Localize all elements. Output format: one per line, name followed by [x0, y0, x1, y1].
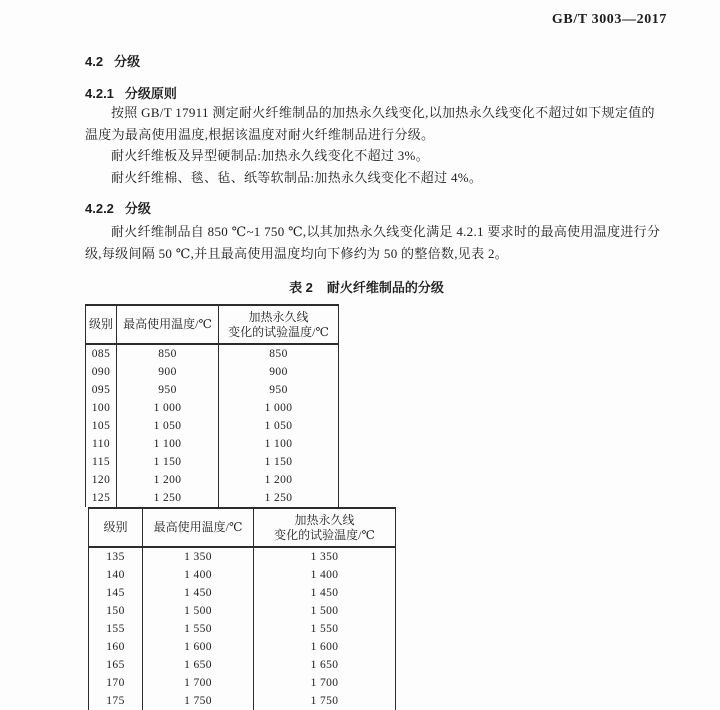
table-cell: 1 350: [143, 547, 254, 566]
table-cell: 140: [106, 569, 125, 581]
table-cell: 1 600: [254, 638, 396, 656]
table-cell: 110: [91, 438, 111, 450]
table-cell: 100: [91, 402, 111, 414]
standard-number: GB/T 3003—2017: [551, 12, 667, 27]
table-caption: [85, 277, 648, 296]
clause-title: 分级: [124, 201, 151, 216]
table-row: [86, 399, 339, 417]
table-cell: 085: [91, 348, 111, 360]
paragraph-4-2-2: [85, 221, 661, 264]
table-cell: 105: [91, 420, 111, 432]
table-cell: 850: [117, 344, 219, 363]
table-cell: 1 100: [219, 435, 339, 453]
column-header-max-temp: 最高使用温度/℃: [143, 508, 254, 547]
table-row: [86, 417, 339, 435]
header-line: 变化的试验温度/℃: [274, 527, 375, 542]
table-cell: 1 650: [254, 656, 396, 674]
table-caption-label: 表 2: [289, 280, 313, 295]
table-cell: 125: [91, 492, 111, 504]
paragraph-line: 耐火纤维棉、毯、毡、纸等软制品:加热永久线变化不超过 4%。: [111, 169, 483, 185]
table-body-left: [86, 344, 339, 507]
table-row: [89, 674, 396, 692]
paragraph-line: 级,每级间隔 50 ℃,并且最高使用温度均向下修约为 50 的整倍数,见表 2。: [85, 245, 509, 261]
table-body-right: [89, 547, 396, 710]
table-row: [86, 489, 339, 507]
table-cell: 1 000: [219, 399, 339, 417]
table-cell: 1 550: [143, 620, 254, 638]
classification-table-right: [88, 507, 396, 710]
table-row: [89, 602, 396, 620]
table-cell: 095: [91, 384, 111, 396]
paragraph-line: 耐火纤维板及异型硬制品:加热永久线变化不超过 3%。: [111, 148, 429, 163]
table-cell: 900: [117, 363, 219, 381]
table-cell: 1 150: [117, 453, 219, 471]
table-cell: 1 650: [143, 656, 254, 674]
clause-title: 分级原则: [124, 86, 177, 101]
paragraph-line: 按照 GB/T 17911 测定耐火纤维制品的加热永久线变化,以加热永久线变化不超过如下规定值的: [111, 105, 655, 120]
clause-number: 4.2: [85, 54, 104, 69]
classification-table-left: [85, 304, 339, 507]
table-cell: 1 450: [143, 584, 254, 602]
table-row: [89, 584, 396, 602]
table-cell: 1 250: [219, 489, 339, 507]
table-cell: 950: [219, 381, 339, 399]
table-header-row: [86, 305, 339, 344]
table-row: [89, 692, 396, 710]
table-cell: 900: [219, 363, 339, 381]
table-cell: 1 100: [117, 435, 219, 453]
column-header-test-temp: [219, 305, 339, 344]
table-cell: 175: [106, 695, 125, 707]
heading-4-2-2: [85, 198, 151, 217]
column-header-grade: 级别: [89, 508, 143, 547]
table-cell: 1 750: [143, 692, 254, 710]
table-cell: 1 200: [219, 471, 339, 489]
table-row: [86, 344, 339, 363]
table-row: [89, 638, 396, 656]
table-row: [89, 620, 396, 638]
table-cell: 1 750: [254, 692, 396, 710]
column-header-grade: 级别: [86, 305, 117, 344]
heading-4-2: [85, 51, 140, 70]
table-cell: 1 000: [117, 399, 219, 417]
column-header-max-temp: 最高使用温度/℃: [117, 305, 219, 344]
header-line: 变化的试验温度/℃: [228, 324, 329, 339]
table-cell: 165: [106, 659, 125, 671]
table-cell: 1 450: [254, 584, 396, 602]
table-cell: 120: [91, 474, 111, 486]
table-cell: 150: [106, 605, 125, 617]
table-caption-title: 耐火纤维制品的分级: [326, 280, 444, 295]
table-cell: 170: [106, 677, 125, 689]
table-row: [89, 566, 396, 584]
table-cell: 115: [91, 456, 111, 468]
table-cell: 1 700: [143, 674, 254, 692]
table-cell: 1 500: [143, 602, 254, 620]
header-line: 加热永久线: [294, 512, 355, 527]
table-cell: 145: [106, 587, 125, 599]
table-cell: 1 200: [117, 471, 219, 489]
column-header-test-temp: [254, 508, 396, 547]
header-line: 加热永久线: [248, 309, 309, 324]
clause-title: 分级: [114, 54, 141, 69]
table-row: [86, 381, 339, 399]
table-cell: 1 600: [143, 638, 254, 656]
table-row: [86, 471, 339, 489]
table-cell: 1 250: [117, 489, 219, 507]
heading-4-2-1: [85, 83, 177, 102]
table-row: [89, 656, 396, 674]
table-cell: 1 150: [219, 453, 339, 471]
paragraph-4-2-1: [85, 102, 655, 188]
table-cell: 1 350: [254, 547, 396, 566]
paragraph-line: 耐火纤维制品自 850 ℃~1 750 ℃,以其加热永久线变化满足 4.2.1 要求时的最高使用温度进行分: [111, 224, 661, 239]
table-row: [89, 547, 396, 566]
table-cell: 160: [106, 641, 125, 653]
table-cell: 1 500: [254, 602, 396, 620]
table-cell: 1 050: [219, 417, 339, 435]
table-cell: 950: [117, 381, 219, 399]
table-cell: 1 550: [254, 620, 396, 638]
table-cell: 090: [91, 366, 111, 378]
table-row: [86, 435, 339, 453]
table-cell: 1 700: [254, 674, 396, 692]
table-header-row: [89, 508, 396, 547]
paragraph-line: 温度为最高使用温度,根据该温度对耐火纤维制品进行分级。: [85, 126, 435, 142]
table-cell: 850: [219, 344, 339, 363]
table-cell: 1 400: [254, 566, 396, 584]
table-row: [86, 453, 339, 471]
classification-table: [85, 304, 648, 710]
table-row: [86, 363, 339, 381]
table-cell: 135: [106, 551, 125, 563]
table-cell: 155: [106, 623, 125, 635]
table-cell: 1 400: [143, 566, 254, 584]
clause-number: 4.2.1: [85, 86, 114, 101]
table-cell: 1 050: [117, 417, 219, 435]
clause-number: 4.2.2: [85, 201, 114, 216]
